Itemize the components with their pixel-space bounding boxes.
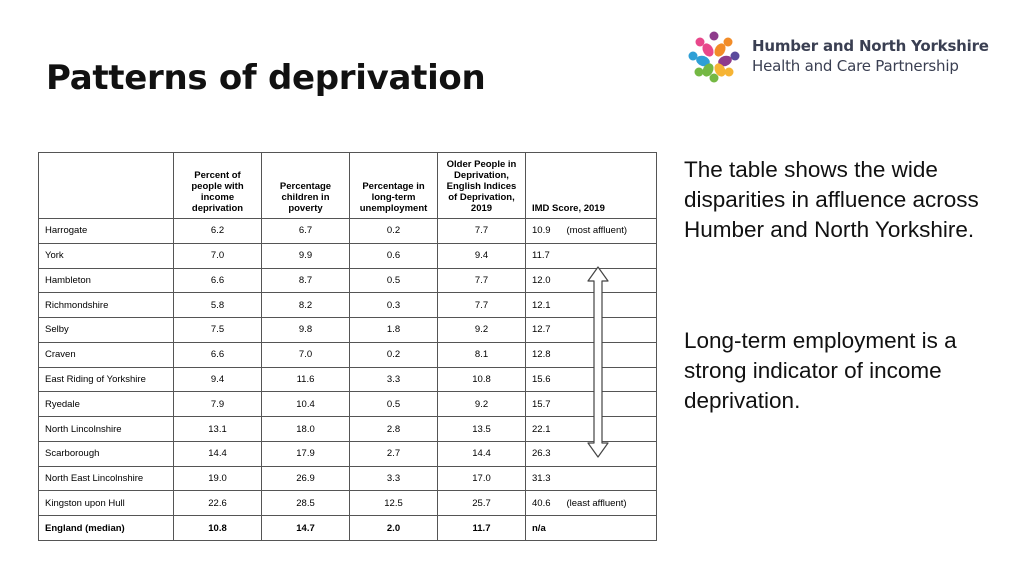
older-value: 7.7 — [438, 293, 526, 318]
page-title: Patterns of deprivation — [46, 58, 486, 98]
unemployment-value: 3.3 — [350, 367, 438, 392]
older-value: 17.0 — [438, 466, 526, 491]
unemployment-value: 2.8 — [350, 417, 438, 442]
older-value: 9.2 — [438, 318, 526, 343]
area-name: York — [39, 243, 174, 268]
side-paragraph-employment: Long-term employment is a strong indicator of income deprivation. — [684, 328, 957, 413]
logo-line-2: Health and Care Partnership — [752, 57, 959, 75]
children-value: 8.2 — [262, 293, 350, 318]
area-name: Hambleton — [39, 268, 174, 293]
unemployment-value: 0.5 — [350, 392, 438, 417]
area-name: Harrogate — [39, 219, 174, 244]
imd-note: (least affluent) — [566, 497, 627, 509]
logo-line-1: Humber and North Yorkshire — [752, 37, 989, 55]
children-value: 18.0 — [262, 417, 350, 442]
table-row — [39, 268, 657, 293]
unemployment-value: 3.3 — [350, 466, 438, 491]
header-unemployment: Percentage in long-term unemployment — [350, 153, 438, 219]
area-name: England (median) — [39, 516, 174, 541]
children-value: 14.7 — [262, 516, 350, 541]
imd-cell — [526, 219, 657, 244]
unemployment-value: 0.3 — [350, 293, 438, 318]
income-value: 7.5 — [174, 318, 262, 343]
deprivation-table-container — [38, 152, 656, 541]
table-row — [39, 466, 657, 491]
header-older: Older People in Deprivation, English Indices of Deprivation, 2019 — [438, 153, 526, 219]
area-name: Ryedale — [39, 392, 174, 417]
children-value: 7.0 — [262, 342, 350, 367]
unemployment-value: 0.2 — [350, 219, 438, 244]
table-row — [39, 293, 657, 318]
older-value: 13.5 — [438, 417, 526, 442]
children-value: 28.5 — [262, 491, 350, 516]
unemployment-value: 0.2 — [350, 342, 438, 367]
income-value: 22.6 — [174, 491, 262, 516]
table-row — [39, 491, 657, 516]
imd-value: 31.3 — [526, 466, 657, 491]
imd-note: (most affluent) — [566, 225, 628, 237]
unemployment-value: 1.8 — [350, 318, 438, 343]
unemployment-value: 0.6 — [350, 243, 438, 268]
older-value: 8.1 — [438, 342, 526, 367]
older-value: 9.4 — [438, 243, 526, 268]
area-name: East Riding of Yorkshire — [39, 367, 174, 392]
imd-value: 12.7 — [526, 318, 657, 343]
area-name: Richmondshire — [39, 293, 174, 318]
children-value: 9.9 — [262, 243, 350, 268]
unemployment-value: 12.5 — [350, 491, 438, 516]
income-value: 6.6 — [174, 342, 262, 367]
children-value: 26.9 — [262, 466, 350, 491]
children-value: 17.9 — [262, 441, 350, 466]
double-headed-arrow-icon — [586, 266, 610, 458]
table-row — [39, 219, 657, 244]
children-value: 6.7 — [262, 219, 350, 244]
children-value: 10.4 — [262, 392, 350, 417]
table-row — [39, 417, 657, 442]
income-value: 7.0 — [174, 243, 262, 268]
people-cluster-icon — [686, 30, 746, 90]
header-income: Percent of people with income deprivation — [174, 153, 262, 219]
income-value: 6.6 — [174, 268, 262, 293]
deprivation-table — [38, 152, 657, 541]
table-row — [39, 441, 657, 466]
table-row — [39, 243, 657, 268]
imd-value: 26.3 — [526, 441, 657, 466]
income-value: 19.0 — [174, 466, 262, 491]
older-value: 10.8 — [438, 367, 526, 392]
table-row — [39, 392, 657, 417]
imd-value: 15.7 — [526, 392, 657, 417]
income-value: 6.2 — [174, 219, 262, 244]
income-value: 13.1 — [174, 417, 262, 442]
header-children: Percentage children in poverty — [262, 153, 350, 219]
older-value: 11.7 — [438, 516, 526, 541]
area-name: Scarborough — [39, 441, 174, 466]
unemployment-value: 0.5 — [350, 268, 438, 293]
header-area — [39, 153, 174, 219]
older-value: 9.2 — [438, 392, 526, 417]
imd-value: 12.1 — [526, 293, 657, 318]
unemployment-value: 2.7 — [350, 441, 438, 466]
imd-value: n/a — [526, 516, 657, 541]
imd-value: 11.7 — [526, 243, 657, 268]
income-value: 10.8 — [174, 516, 262, 541]
imd-value: 10.9 — [532, 225, 551, 237]
children-value: 11.6 — [262, 367, 350, 392]
older-value: 25.7 — [438, 491, 526, 516]
imd-cell — [526, 491, 657, 516]
older-value: 7.7 — [438, 219, 526, 244]
children-value: 9.8 — [262, 318, 350, 343]
area-name: North Lincolnshire — [39, 417, 174, 442]
median-row — [39, 516, 657, 541]
income-value: 9.4 — [174, 367, 262, 392]
area-name: North East Lincolnshire — [39, 466, 174, 491]
income-value: 14.4 — [174, 441, 262, 466]
income-value: 7.9 — [174, 392, 262, 417]
imd-value: 12.8 — [526, 342, 657, 367]
income-value: 5.8 — [174, 293, 262, 318]
older-value: 7.7 — [438, 268, 526, 293]
unemployment-value: 2.0 — [350, 516, 438, 541]
table-row — [39, 367, 657, 392]
area-name: Selby — [39, 318, 174, 343]
imd-value: 15.6 — [526, 367, 657, 392]
table-row — [39, 342, 657, 367]
header-imd: IMD Score, 2019 — [526, 153, 657, 219]
imd-value: 22.1 — [526, 417, 657, 442]
partnership-logo — [686, 30, 996, 90]
older-value: 14.4 — [438, 441, 526, 466]
area-name: Craven — [39, 342, 174, 367]
imd-value: 40.6 — [532, 497, 551, 509]
side-paragraph-disparities: The table shows the wide disparities in affluence across Humber and North Yorkshire. — [684, 157, 979, 242]
children-value: 8.7 — [262, 268, 350, 293]
table-row — [39, 318, 657, 343]
imd-value: 12.0 — [526, 268, 657, 293]
area-name: Kingston upon Hull — [39, 491, 174, 516]
